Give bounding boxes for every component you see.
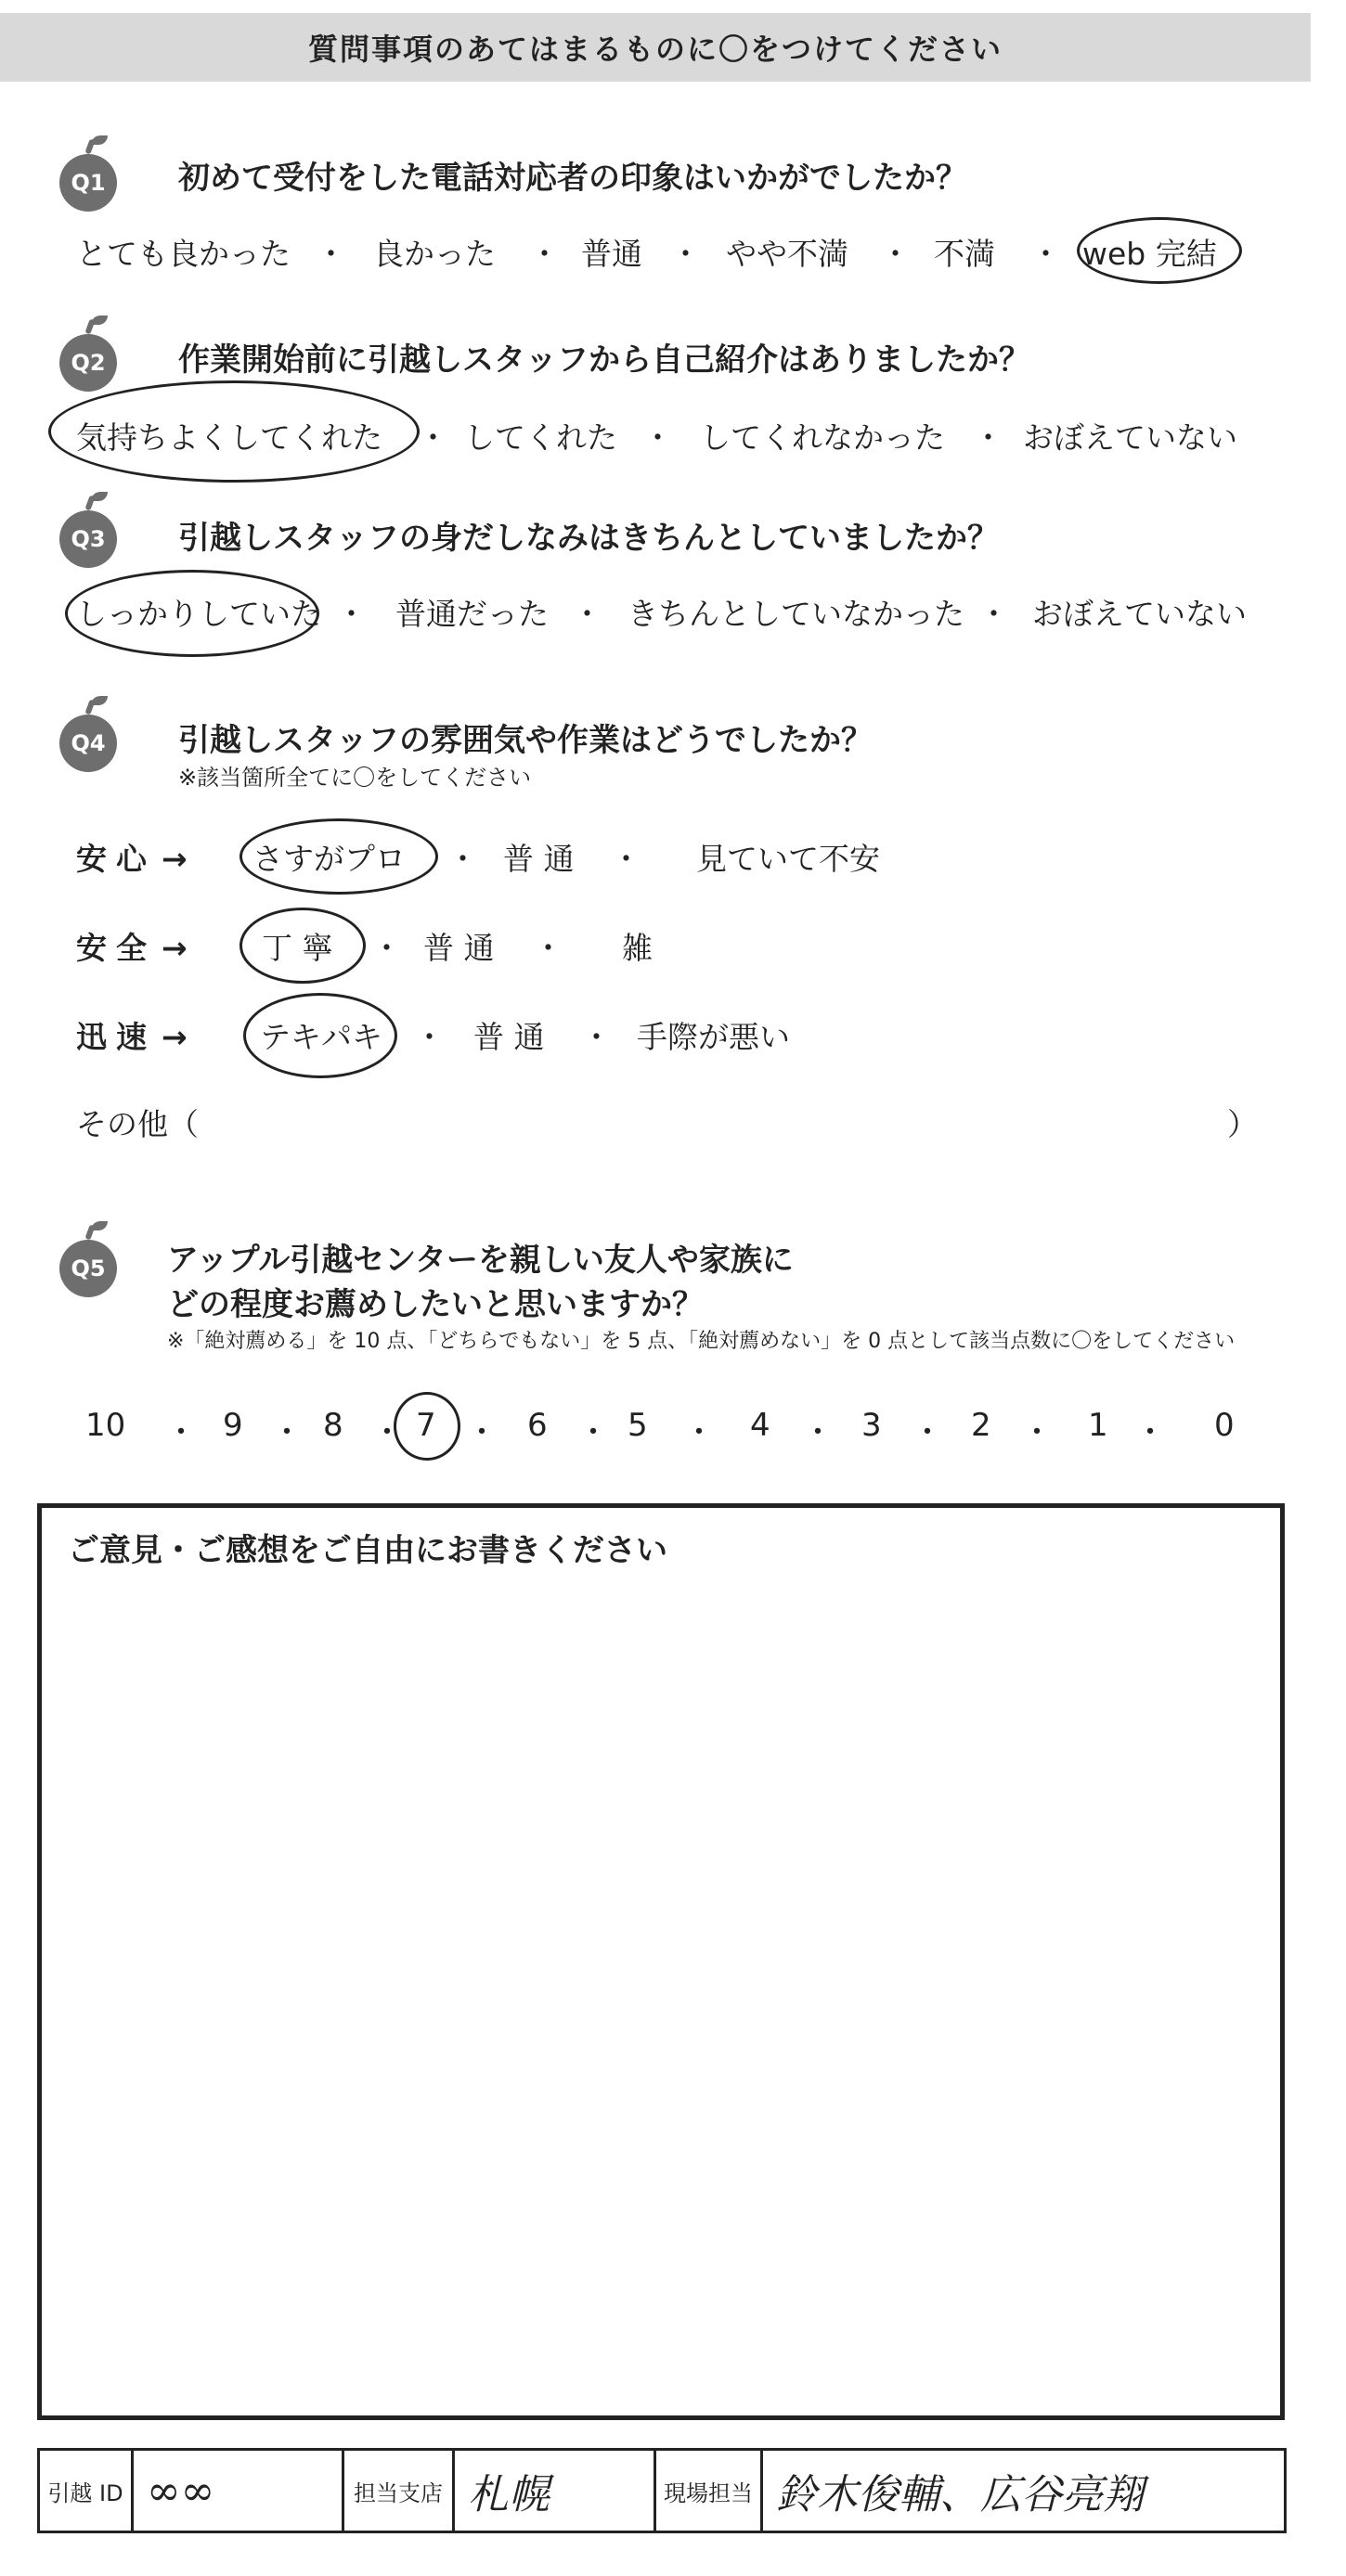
q1-option-3[interactable]: 普通 [581,236,642,272]
q4-row1-option-1[interactable]: さすがプロ [252,841,406,877]
q5-separator: ・ [912,1414,943,1451]
q4-row3-option-3[interactable]: 手際が悪い [637,1019,790,1055]
staff-value[interactable]: 鈴木俊輔、広谷亮翔 [776,2471,1144,2518]
q5-scores [85,1407,1255,1451]
staff-label: 現場担当 [656,2451,763,2531]
q5-score-9[interactable]: 9 [223,1407,243,1444]
q1-separator: ・ [670,236,701,272]
q4-row-label-jinsoku: 迅速 → [76,1019,188,1055]
q2-option-2[interactable]: してくれた [464,419,617,456]
q4-row3-option-2[interactable]: 普 通 [473,1019,545,1055]
q1-separator: ・ [316,236,346,272]
q4-row2-option-2[interactable]: 普 通 [423,930,495,966]
q4-note: ※該当箇所全てに〇をしてください [178,765,532,791]
q5-score-7[interactable]: 7 [416,1407,436,1444]
q5-score-2[interactable]: 2 [971,1407,991,1444]
q1-badge-icon [59,154,117,212]
q5-separator: ・ [271,1414,303,1451]
q2-option-1[interactable]: 気持ちよくしてくれた [76,419,382,456]
q5-score-8[interactable]: 8 [323,1407,343,1444]
q5-separator: ・ [1134,1414,1166,1451]
q1-option-1[interactable]: とても良かった [76,236,291,272]
q1-separator: ・ [1030,236,1061,272]
q1-option-6[interactable]: web 完結 [1082,236,1217,272]
arrow-right-icon: → [162,841,188,877]
q4-separator: ・ [371,930,402,966]
comments-text[interactable] [68,1582,1254,2397]
arrow-right-icon: → [162,1019,188,1055]
q3-option-1[interactable]: しっかりしていた [76,596,321,632]
q5-score-10[interactable]: 10 [85,1407,126,1444]
q2-option-4[interactable]: おぼえていない [1023,419,1237,456]
q2-separator: ・ [973,419,1003,456]
q1-option-5[interactable]: 不満 [934,236,995,272]
q5-score-3[interactable]: 3 [861,1407,882,1444]
q5-note: ※「絶対薦める」を 10 点、「どちらでもない」を 5 点、「絶対薦めない」を 0 点として該当点数に〇をしてください [167,1330,1236,1353]
q4-other-label: その他（ [76,1106,199,1142]
q5-separator: ・ [371,1414,403,1451]
q3-separator: ・ [572,596,602,632]
q2-title: 作業開始前に引越しスタッフから自己紹介はありましたか？ [178,341,1030,379]
q4-row1-options [252,835,1181,876]
q4-separator: ・ [581,1019,612,1055]
q3-option-3[interactable]: きちんとしていなかった [628,596,964,632]
branch-label: 担当支店 [344,2451,455,2531]
footer-table [37,2448,1287,2533]
q3-separator: ・ [978,596,1009,632]
q4-row-label-anzen: 安全 → [76,930,188,966]
q4-row-label-anshin: 安心 → [76,841,188,877]
q4-row2-option-3[interactable]: 雑 [622,930,653,966]
q4-badge-icon [59,715,117,772]
q4-separator: ・ [533,930,563,966]
branch-value[interactable]: 札幌 [455,2451,656,2531]
q4-row3-options [252,1013,1181,1054]
q3-badge-icon [59,510,117,568]
q1-option-4[interactable]: やや不満 [726,236,848,272]
q5-title-line2: どの程度お薦めしたいと思いますか？ [167,1286,704,1323]
comments-label: ご意見・ご感想をご自由にお書きください [68,1532,667,1569]
form-header-title: 質問事項のあてはまるものに〇をつけてください [307,32,1003,67]
q5-badge-icon [59,1240,117,1297]
q1-title: 初めて受付をした電話対応者の印象はいかがでしたか？ [178,160,967,197]
q4-title: 引越しスタッフの雰囲気や作業はどうでしたか？ [178,722,873,759]
q4-row3-option-1[interactable]: テキパキ [260,1019,382,1055]
q2-separator: ・ [642,419,673,456]
q5-title-line1: アップル引越センターを親しい友人や家族に [167,1242,794,1279]
q4-row1-option-3[interactable]: 見ていて不安 [696,841,880,877]
q4-other [76,1101,1258,1142]
q3-separator: ・ [336,596,367,632]
q5-separator: ・ [802,1414,834,1451]
q5-separator: ・ [165,1414,197,1451]
q1-separator: ・ [529,236,560,272]
q3-title: 引越しスタッフの身だしなみはきちんとしていましたか？ [178,520,999,557]
q4-row1-option-2[interactable]: 普 通 [503,841,575,877]
q5-separator: ・ [1021,1414,1053,1451]
q5-separator: ・ [683,1414,715,1451]
q1-separator: ・ [880,236,911,272]
q3-option-4[interactable]: おぼえていない [1032,596,1247,632]
q4-other-close: ） [1227,1106,1258,1142]
move-id-value[interactable]: ∞∞ [134,2451,344,2531]
q4-separator: ・ [611,841,641,877]
q1-options [76,230,1283,271]
arrow-right-icon: → [162,930,188,966]
q3-badge-label: Q3 [71,526,106,552]
q4-badge-label: Q4 [71,730,106,756]
q2-badge-label: Q2 [71,350,106,376]
q2-option-3[interactable]: してくれなかった [700,419,945,456]
q5-separator: ・ [577,1414,609,1451]
q2-options [76,414,1283,455]
form-header [0,13,1311,82]
q5-score-6[interactable]: 6 [527,1407,548,1444]
q5-score-4[interactable]: 4 [750,1407,770,1444]
q5-score-0[interactable]: 0 [1214,1407,1235,1444]
q4-separator: ・ [414,1019,445,1055]
q2-badge-icon [59,334,117,392]
move-id-label: 引越 ID [40,2451,134,2531]
q5-score-5[interactable]: 5 [628,1407,648,1444]
q4-row2-options [252,924,1181,965]
q5-score-1[interactable]: 1 [1088,1407,1108,1444]
q3-options [76,590,1283,631]
q3-option-2[interactable]: 普通だった [395,596,549,632]
q5-separator: ・ [466,1414,498,1451]
q4-separator: ・ [447,841,478,877]
q1-badge-label: Q1 [71,170,106,196]
q4-row2-option-1[interactable]: 丁 寧 [262,930,333,966]
q5-badge-label: Q5 [71,1256,106,1282]
q1-option-2[interactable]: 良かった [373,236,496,272]
comments-box[interactable] [37,1503,1285,2420]
q2-separator: ・ [418,419,448,456]
